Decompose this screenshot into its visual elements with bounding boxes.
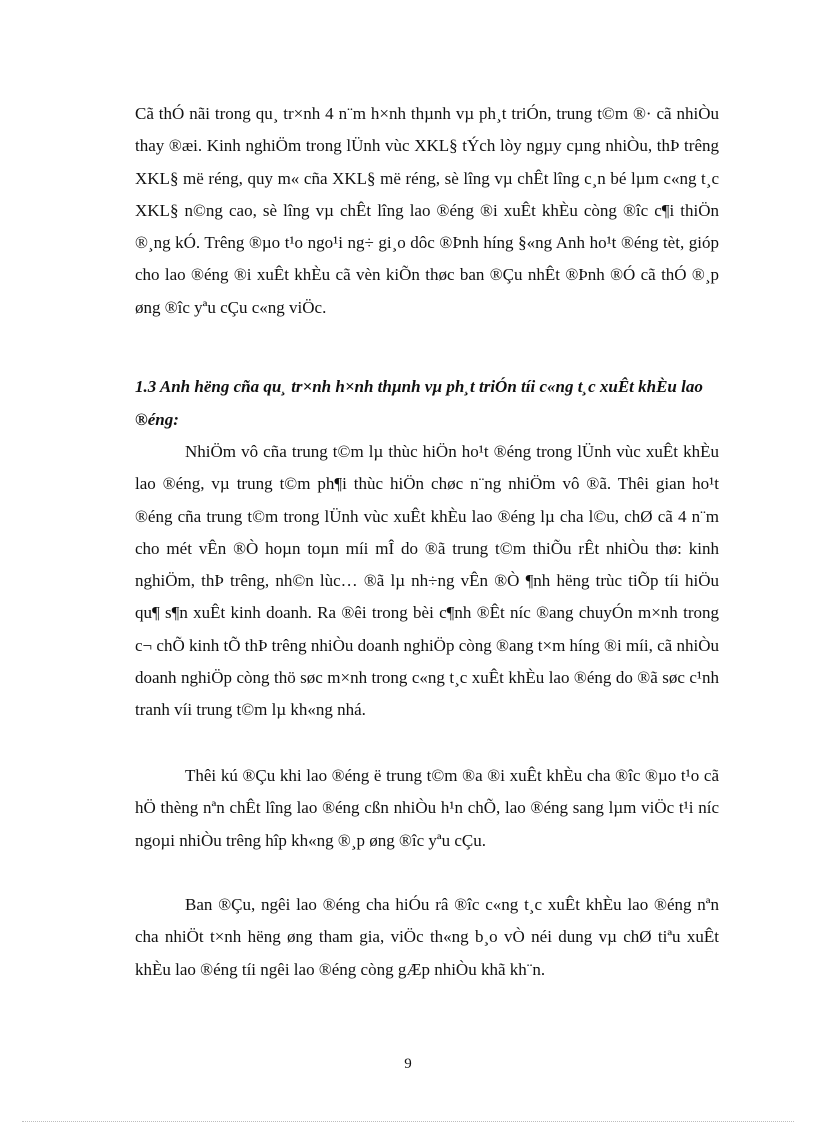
- paragraph-text: Ban ®Çu, ngêi lao ®éng cha hiÓu râ ®îc c«ng t¸c xuÊt khÈu lao ®éng nªn cha nhiÖt t×nh hëng øng tham gia, viÖc th«ng b¸o vÒ néi dung vµ chØ tiªu xuÊt khÈu lao ®éng tíi ngêi lao ®éng còng gÆp nhiÒu khã kh¨n.: [135, 895, 719, 979]
- body-paragraph: [135, 436, 719, 727]
- section-heading: 1.3 Anh hëng cña qu¸ tr×nh h×nh thµnh vµ ph¸t triÓn tíi c«ng t¸c xuÊt khÈu lao ®éng:: [135, 377, 703, 429]
- body-paragraph: [135, 760, 719, 857]
- paragraph-text: Thêi kú ®Çu khi lao ®éng ë trung t©m ®a ®i xuÊt khÈu cha ®îc ®µo t¹o cã hÖ thèng nªn chÊt lîng lao ®éng cßn nhiÒu h¹n chÕ, lao ®éng sang lµm viÖc t¹i níc ngoµi nhiÒu trêng hîp kh«ng ®¸p øng ®îc yªu cÇu.: [135, 766, 719, 850]
- paragraph-text: NhiÖm vô cña trung t©m lµ thùc hiÖn ho¹t ®éng trong lÜnh vùc xuÊt khÈu lao ®éng, vµ trung t©m ph¶i thùc hiÖn chøc n¨ng nhiÖm vô ®ã. Thêi gian ho¹t ®éng cña trung t©m trong lÜnh vùc xuÊt khÈu lao ®éng lµ cha l©u, chØ cã 4 n¨m cho mét vÊn ®Ò hoµn toµn míi mÎ do ®ã trung t©m thiÕu rÊt nhiÒu thø: kinh nghiÖm, thÞ trêng, nh©n lùc… ®ã lµ nh÷ng vÊn ®Ò ¶nh hëng trùc tiÕp tíi hiÖu qu¶ s¶n xuÊt kinh doanh. Ra ®êi trong bèi c¶nh ®Êt níc ®ang chuyÓn m×nh trong c¬ chÕ kinh tÕ thÞ trêng nhiÒu doanh nghiÖp còng ®ang t×m híng ®i míi, cã nhiÒu doanh nghiÖp còng thö søc m×nh trong c«ng t¸c xuÊt khÈu lao ®éng do ®ã søc c¹nh tranh víi trung t©m lµ kh«ng nhá.: [135, 442, 719, 720]
- page-divider: [22, 1121, 794, 1122]
- paragraph-text: Cã thÓ nãi trong qu¸ tr×nh 4 n¨m h×nh thµnh vµ ph¸t triÓn, trung t©m ®· cã nhiÒu thay ®æi. Kinh nghiÖm trong lÜnh vùc XKL§ tÝch lòy ngµy cµng nhiÒu, thÞ trêng XKL§ më réng, quy m« cña XKL§ më réng, sè lîng vµ chÊt lîng c¸n bé lµm c«ng t¸c XKL§ n©ng cao, sè lîng vµ chÊt lîng lao ®éng ®i xuÊt khÈu còng ®îc c¶i thiÖn ®¸ng kÓ. Trêng ®µo t¹o ngo¹i ng÷ gi¸o dôc ®Þnh híng §«ng Anh ho¹t ®éng tèt, gióp cho lao ®éng ®i xuÊt khÈu cã vèn kiÕn thøc ban ®Çu nhÊt ®Þnh ®Ó cã thÓ ®¸p øng ®îc yªu cÇu c«ng viÖc.: [135, 104, 719, 317]
- body-paragraph: [135, 98, 719, 324]
- body-paragraph: [135, 889, 719, 986]
- page-number: 9: [404, 1056, 412, 1072]
